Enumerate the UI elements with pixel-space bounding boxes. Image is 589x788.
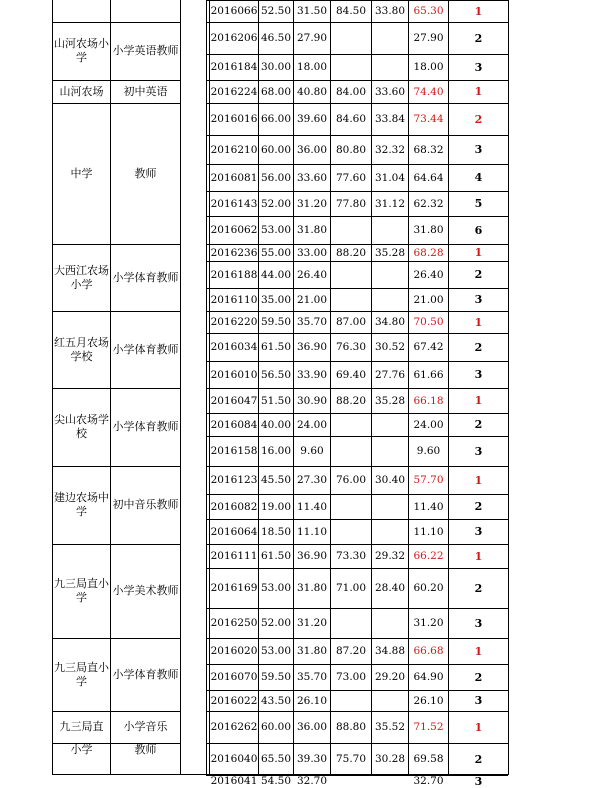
score-cell: 21.00 [413,293,444,306]
score-cell: 31.80 [296,582,328,594]
score-cell: 59.50 [260,671,292,683]
score-cell: 30.00 [260,61,292,73]
score-cell: 2016236 [210,246,258,259]
score-cell: 71.52 [413,721,444,733]
score-cell: 32.70 [296,775,328,787]
rank-cell: 1 [474,720,483,734]
score-cell: 70.50 [413,316,444,328]
score-cell: 2016064 [210,525,258,538]
rank-cell: 3 [474,775,483,788]
score-cell: 75.70 [335,753,367,765]
score-cell: 2016262 [210,721,258,733]
position-name: 小学体育教师 [112,270,179,284]
rank-cell: 1 [474,246,483,259]
score-cell: 35.00 [260,293,292,306]
score-cell: 66.18 [413,394,444,407]
score-cell [372,519,408,544]
score-cell: 2016110 [210,293,258,306]
rank-cell: 4 [474,171,483,184]
rank-cell: 3 [474,143,483,156]
school-name: 九三局直小学 [54,577,109,604]
score-cell [331,436,371,466]
score-cell: 61.50 [260,550,292,562]
score-cell: 2016070 [210,671,258,683]
table-rule [180,0,181,775]
score-cell [372,216,408,244]
school-name: 山河农场小学 [54,37,109,64]
school-name: 大西江农场小学 [54,263,109,291]
score-cell: 2016188 [210,268,258,281]
score-cell: 18.00 [296,61,328,73]
score-cell: 18.50 [260,525,292,538]
position-name: 小学体育教师 [112,667,179,681]
score-cell: 19.00 [260,500,292,513]
score-cell: 24.00 [413,418,444,431]
position-name: 小学音乐 [123,720,168,733]
score-cell: 28.40 [374,582,406,594]
score-cell: 39.60 [296,113,328,125]
score-cell: 26.40 [413,268,444,281]
score-cell: 61.50 [260,341,292,353]
score-cell: 33.80 [374,5,406,17]
rank-cell: 2 [474,581,483,595]
score-cell [331,519,371,544]
score-cell: 55.00 [260,246,292,259]
score-cell [331,216,371,244]
score-cell: 2016022 [210,694,258,707]
score-cell: 30.28 [374,753,406,765]
score-cell: 36.00 [296,143,328,156]
score-cell: 45.50 [260,474,292,486]
rank-cell: 1 [474,549,483,563]
rank-cell: 5 [474,197,483,210]
score-cell [331,261,371,288]
score-cell [331,413,371,436]
rank-cell: 2 [474,418,483,431]
score-cell: 87.20 [335,645,367,657]
score-cell: 66.22 [413,550,444,562]
score-cell: 33.60 [374,85,406,98]
rank-cell: 2 [474,31,483,45]
score-cell: 77.80 [335,197,367,210]
score-cell: 31.20 [413,617,444,629]
score-cell: 9.60 [300,445,324,457]
rank-cell: 1 [474,394,483,407]
school-name [53,0,110,22]
score-cell: 34.88 [374,645,406,657]
score-cell: 2016158 [210,445,258,457]
score-cell: 2016047 [210,394,258,407]
score-cell: 54.50 [260,775,292,787]
score-cell: 64.64 [413,171,444,184]
score-cell: 73.30 [335,550,367,562]
position-name: 小学英语教师 [112,44,179,57]
score-cell: 9.60 [416,445,441,457]
score-cell: 69.40 [335,368,367,381]
score-cell: 62.32 [413,197,444,210]
score-cell: 31.80 [413,224,444,236]
score-cell: 2016143 [210,197,258,210]
score-cell: 43.50 [260,694,292,707]
score-cell: 73.44 [413,113,444,125]
score-cell: 66.68 [413,645,444,657]
position-name: 小学美术教师 [112,584,179,597]
score-cell: 53.00 [260,645,292,657]
score-cell: 31.80 [296,645,328,657]
position-name: 初中英语 [123,84,168,98]
position-name: 教师 [134,166,157,180]
score-cell: 2016066 [210,5,258,17]
score-cell: 35.70 [296,316,328,328]
score-cell: 59.50 [260,316,292,328]
score-cell: 11.10 [296,525,328,538]
score-cell: 21.00 [296,293,328,306]
rank-cell: 2 [474,268,483,281]
score-cell: 31.50 [296,5,328,17]
score-cell: 76.00 [335,474,367,486]
rank-cell: 3 [474,694,483,707]
score-cell: 24.00 [296,418,328,431]
score-cell: 11.40 [296,500,328,513]
score-cell: 29.32 [374,550,406,562]
score-cell: 2016220 [210,316,258,328]
school-name: 九三局直 [59,720,104,733]
score-cell: 71.00 [335,582,367,594]
rank-cell: 1 [474,85,483,98]
score-cell: 84.50 [335,5,367,17]
score-cell: 66.00 [260,113,292,125]
school-name: 山河农场 [59,84,104,98]
score-cell: 2016034 [210,341,258,353]
school-name: 红五月农场学校 [54,335,109,363]
rank-cell: 1 [474,644,483,658]
score-cell: 46.50 [260,32,292,44]
school-name: 九三局直小学 [54,660,109,688]
score-cell [372,413,408,436]
score-cell: 11.10 [413,525,444,538]
score-cell: 2016123 [210,474,258,486]
score-cell: 52.00 [260,197,292,210]
score-cell [372,494,408,519]
score-cell: 18.00 [413,61,444,73]
score-cell: 76.30 [335,341,367,353]
score-cell: 73.00 [335,671,367,683]
score-cell [372,690,408,711]
rank-cell: 2 [474,752,483,766]
score-cell: 65.30 [413,5,444,17]
score-cell: 27.90 [296,32,328,44]
score-cell: 31.20 [296,617,328,629]
score-cell: 80.80 [335,143,367,156]
score-cell: 31.80 [296,224,328,236]
score-cell: 52.00 [260,617,292,629]
score-cell: 68.00 [260,85,292,98]
score-cell: 44.00 [260,268,292,281]
score-cell: 2016016 [210,113,258,125]
score-cell: 40.80 [296,85,328,98]
score-cell: 2016084 [210,418,258,431]
rank-cell: 3 [474,60,483,74]
score-cell: 2016010 [210,368,258,381]
score-cell: 31.04 [374,171,406,184]
score-cell: 30.90 [296,394,328,407]
rank-cell: 1 [474,473,483,487]
rank-cell: 3 [474,293,483,306]
school-name: 建边农场中学 [54,491,109,518]
score-cell: 56.50 [260,368,292,381]
score-cell: 74.40 [413,85,444,98]
score-cell: 84.00 [335,85,367,98]
score-cell [372,436,408,466]
score-cell: 53.00 [260,224,292,236]
score-cell: 27.30 [296,474,328,486]
score-cell: 36.90 [296,550,328,562]
score-cell: 33.60 [296,171,328,184]
score-cell: 26.10 [296,694,328,707]
score-cell: 27.90 [413,32,444,44]
score-cell: 2016250 [210,617,258,629]
score-cell: 77.60 [335,171,367,184]
score-cell [372,22,408,54]
score-cell: 2016224 [210,85,258,98]
rank-cell: 6 [474,223,483,237]
score-cell: 30.52 [374,341,406,353]
score-cell: 11.40 [413,500,444,513]
rank-cell: 1 [474,315,483,329]
score-cell: 64.90 [413,671,444,683]
score-cell [331,494,371,519]
score-cell: 33.84 [374,113,406,125]
score-cell: 2016062 [210,224,258,236]
position-name: 小学体育教师 [112,420,179,433]
rank-cell: 3 [474,616,483,630]
score-cell: 33.00 [296,246,328,259]
score-cell: 88.80 [335,721,367,733]
position-name: 小学体育教师 [112,342,179,356]
score-cell [331,22,371,54]
rank-cell: 1 [474,4,483,18]
score-cell: 56.00 [260,171,292,184]
score-cell: 68.32 [413,143,444,156]
score-cell: 32.32 [374,143,406,156]
score-cell: 2016184 [210,61,258,73]
score-cell: 36.90 [296,341,328,353]
score-cell: 2016210 [210,143,258,156]
position-name [111,0,180,22]
score-cell: 87.00 [335,316,367,328]
score-cell: 36.00 [296,721,328,733]
score-cell: 51.50 [260,394,292,407]
rank-cell: 2 [474,112,483,126]
score-cell: 2016082 [210,500,258,513]
score-cell: 60.20 [413,582,444,594]
score-cell: 2016020 [210,645,258,657]
score-cell [372,608,408,638]
rank-cell: 2 [474,500,483,513]
score-cell [372,54,408,80]
score-cell: 2016206 [210,32,258,44]
score-cell: 33.90 [296,368,328,381]
score-cell: 27.76 [374,368,406,381]
score-cell: 34.80 [374,316,406,328]
score-cell: 57.70 [413,474,444,486]
school-name: 中学 [70,166,93,180]
school-name: 小学 [70,743,93,756]
score-cell: 35.70 [296,671,328,683]
rank-cell: 2 [474,340,483,354]
score-cell: 2016169 [210,582,258,594]
position-name: 初中音乐教师 [112,498,179,511]
rank-cell: 3 [474,444,483,458]
score-cell [331,608,371,638]
score-cell: 69.58 [413,753,444,765]
score-cell: 68.28 [413,246,444,259]
score-cell: 52.50 [260,5,292,17]
score-cell: 65.50 [260,753,292,765]
score-cell: 31.20 [296,197,328,210]
score-cell: 26.10 [413,694,444,707]
score-cell: 2016040 [210,753,258,765]
score-cell: 30.40 [374,474,406,486]
score-cell: 35.28 [374,246,406,259]
school-name: 尖山农场学校 [54,413,109,440]
rank-cell: 2 [474,670,483,684]
score-cell [372,261,408,288]
score-cell: 32.70 [413,775,444,787]
score-cell: 35.28 [374,394,406,407]
score-cell: 60.00 [260,143,292,156]
score-cell: 53.00 [260,582,292,594]
score-cell: 67.42 [413,341,444,353]
score-cell: 2016081 [210,171,258,184]
score-cell: 84.60 [335,113,367,125]
score-cell: 60.00 [260,721,292,733]
score-cell: 39.30 [296,753,328,765]
score-cell: 88.20 [335,394,367,407]
score-cell: 29.20 [374,671,406,683]
position-name: 教师 [134,743,157,756]
score-cell: 35.52 [374,721,406,733]
score-cell [331,690,371,711]
table-rule [508,0,509,775]
score-cell: 88.20 [335,246,367,259]
score-cell [331,54,371,80]
score-cell: 31.12 [374,197,406,210]
score-cell: 40.00 [260,418,292,431]
score-cell [372,288,408,311]
score-cell: 61.66 [413,368,444,381]
score-cell [331,288,371,311]
score-cell: 26.40 [296,268,328,281]
score-cell: 2016111 [210,550,258,562]
rank-cell: 3 [474,368,483,381]
rank-cell: 3 [474,525,483,538]
score-cell: 2016041 [210,775,258,787]
score-cell: 16.00 [260,445,292,457]
